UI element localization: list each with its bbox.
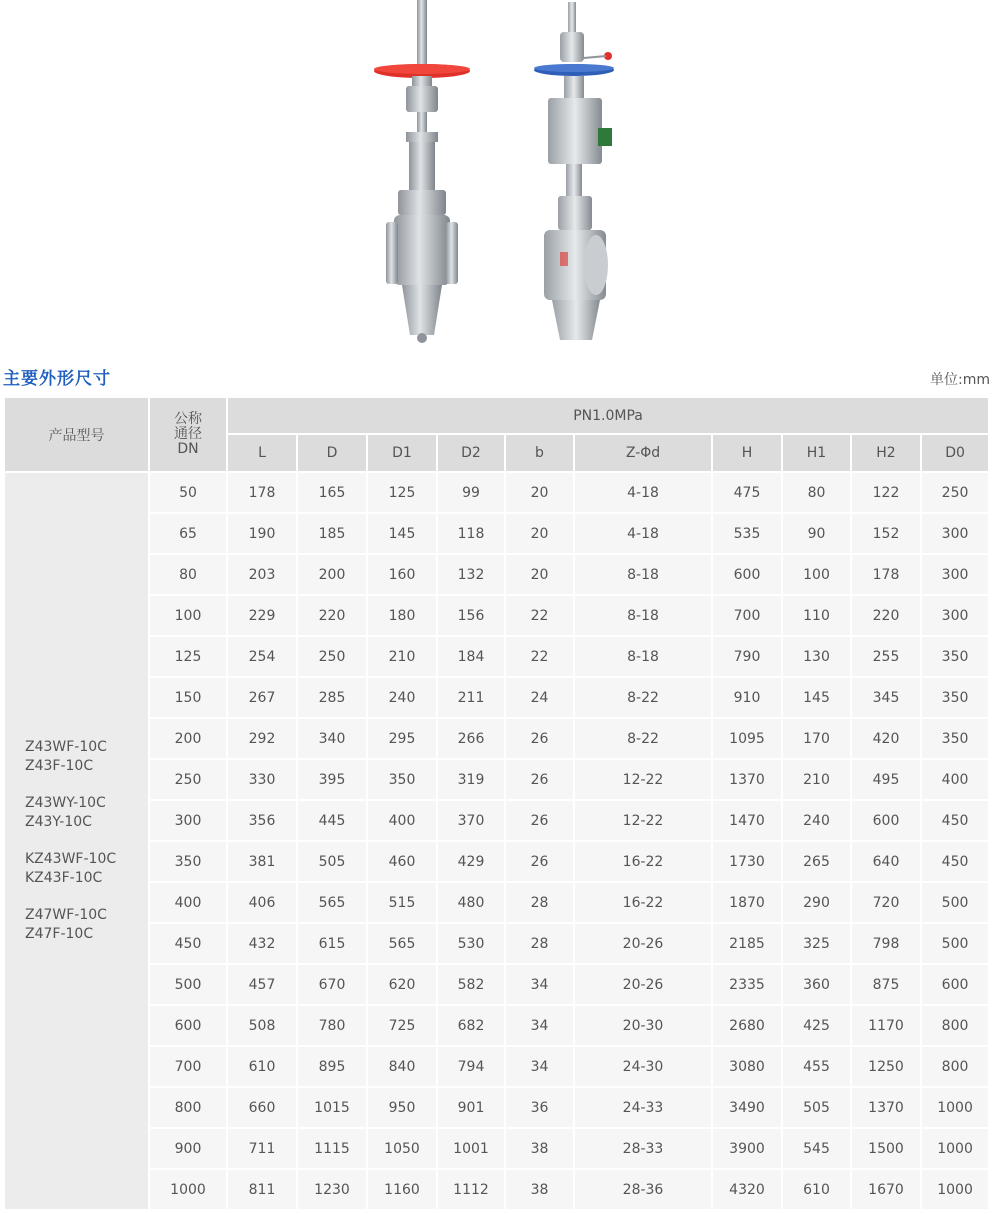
table-cell: 395 xyxy=(297,759,367,800)
table-cell: 8-22 xyxy=(574,677,712,718)
table-cell: 811 xyxy=(227,1169,297,1210)
table-cell: 1470 xyxy=(712,800,782,841)
table-cell: 145 xyxy=(367,513,437,554)
table-cell: 406 xyxy=(227,882,297,923)
table-cell: 20 xyxy=(505,513,574,554)
table-cell: 203 xyxy=(227,554,297,595)
table-cell: 495 xyxy=(851,759,921,800)
table-cell: 895 xyxy=(297,1046,367,1087)
table-row xyxy=(4,882,989,923)
table-cell: 4320 xyxy=(712,1169,782,1210)
table-cell: 400 xyxy=(367,800,437,841)
table-row xyxy=(4,636,989,677)
table-cell: 125 xyxy=(367,472,437,513)
table-cell: 220 xyxy=(851,595,921,636)
column-header: H xyxy=(712,434,782,472)
table-cell: 508 xyxy=(227,1005,297,1046)
table-cell: 8-22 xyxy=(574,718,712,759)
table-row xyxy=(4,1046,989,1087)
table-cell: 910 xyxy=(712,677,782,718)
dn-cell: 450 xyxy=(149,923,227,964)
table-cell: 185 xyxy=(297,513,367,554)
table-cell: 16-22 xyxy=(574,882,712,923)
table-cell: 38 xyxy=(505,1169,574,1210)
table-cell: 505 xyxy=(297,841,367,882)
table-cell: 350 xyxy=(921,636,989,677)
model-group xyxy=(25,906,148,944)
table-cell: 8-18 xyxy=(574,636,712,677)
table-cell: 200 xyxy=(297,554,367,595)
table-cell: 145 xyxy=(782,677,851,718)
table-cell: 505 xyxy=(782,1087,851,1128)
table-cell: 582 xyxy=(437,964,505,1005)
table-cell: 229 xyxy=(227,595,297,636)
table-cell: 875 xyxy=(851,964,921,1005)
table-cell: 295 xyxy=(367,718,437,759)
dimension-table xyxy=(3,396,990,1211)
table-cell: 610 xyxy=(227,1046,297,1087)
table-cell: 80 xyxy=(782,472,851,513)
model-name: Z43WY-10C xyxy=(25,795,106,811)
table-cell: 450 xyxy=(921,800,989,841)
table-cell: 20 xyxy=(505,472,574,513)
table-cell: 1250 xyxy=(851,1046,921,1087)
table-cell: 20-26 xyxy=(574,923,712,964)
table-cell: 190 xyxy=(227,513,297,554)
table-cell: 950 xyxy=(367,1087,437,1128)
table-cell: 165 xyxy=(297,472,367,513)
model-name: Z43F-10C xyxy=(25,758,94,774)
table-cell: 28-33 xyxy=(574,1128,712,1169)
table-cell: 798 xyxy=(851,923,921,964)
table-cell: 790 xyxy=(712,636,782,677)
dn-cell: 125 xyxy=(149,636,227,677)
table-cell: 700 xyxy=(712,595,782,636)
table-cell: 1115 xyxy=(297,1128,367,1169)
table-cell: 300 xyxy=(921,554,989,595)
product-photos xyxy=(0,0,1000,350)
table-cell: 600 xyxy=(712,554,782,595)
table-cell: 210 xyxy=(367,636,437,677)
table-cell: 285 xyxy=(297,677,367,718)
table-cell: 1870 xyxy=(712,882,782,923)
table-row xyxy=(4,964,989,1005)
dn-cell: 1000 xyxy=(149,1169,227,1210)
table-row xyxy=(4,513,989,554)
unit-label: 单位:mm xyxy=(930,372,990,388)
column-header: H1 xyxy=(782,434,851,472)
table-cell: 450 xyxy=(921,841,989,882)
table-cell: 480 xyxy=(437,882,505,923)
table-cell: 211 xyxy=(437,677,505,718)
column-header: L xyxy=(227,434,297,472)
table-cell: 840 xyxy=(367,1046,437,1087)
table-cell: 800 xyxy=(921,1005,989,1046)
table-row xyxy=(4,759,989,800)
table-cell: 180 xyxy=(367,595,437,636)
table-cell: 780 xyxy=(297,1005,367,1046)
table-cell: 122 xyxy=(851,472,921,513)
table-cell: 1095 xyxy=(712,718,782,759)
table-cell: 330 xyxy=(227,759,297,800)
table-cell: 475 xyxy=(712,472,782,513)
table-cell: 26 xyxy=(505,718,574,759)
table-cell: 1370 xyxy=(712,759,782,800)
table-cell: 360 xyxy=(782,964,851,1005)
table-cell: 350 xyxy=(921,718,989,759)
table-cell: 725 xyxy=(367,1005,437,1046)
table-cell: 184 xyxy=(437,636,505,677)
table-cell: 457 xyxy=(227,964,297,1005)
model-header: 产品型号 xyxy=(4,397,149,472)
table-row xyxy=(4,1005,989,1046)
dn-cell: 900 xyxy=(149,1128,227,1169)
table-cell: 28 xyxy=(505,923,574,964)
table-cell: 350 xyxy=(367,759,437,800)
table-cell: 2680 xyxy=(712,1005,782,1046)
table-cell: 20-30 xyxy=(574,1005,712,1046)
dn-cell: 150 xyxy=(149,677,227,718)
pressure-header: PN1.0MPa xyxy=(227,397,989,434)
table-cell: 267 xyxy=(227,677,297,718)
table-cell: 22 xyxy=(505,595,574,636)
table-cell: 720 xyxy=(851,882,921,923)
dn-cell: 100 xyxy=(149,595,227,636)
table-cell: 130 xyxy=(782,636,851,677)
table-cell: 20 xyxy=(505,554,574,595)
table-cell: 24-33 xyxy=(574,1087,712,1128)
table-cell: 1730 xyxy=(712,841,782,882)
dn-cell: 700 xyxy=(149,1046,227,1087)
table-cell: 640 xyxy=(851,841,921,882)
model-name: Z47F-10C xyxy=(25,926,94,942)
table-row xyxy=(4,1087,989,1128)
model-name: Z43Y-10C xyxy=(25,814,92,830)
table-cell: 170 xyxy=(782,718,851,759)
table-cell: 1050 xyxy=(367,1128,437,1169)
table-cell: 254 xyxy=(227,636,297,677)
table-cell: 1160 xyxy=(367,1169,437,1210)
dn-header-line2: 通径 xyxy=(174,426,202,442)
dn-cell: 80 xyxy=(149,554,227,595)
table-row xyxy=(4,1169,989,1210)
table-cell: 20-26 xyxy=(574,964,712,1005)
table-cell: 255 xyxy=(851,636,921,677)
table-cell: 100 xyxy=(782,554,851,595)
table-cell: 455 xyxy=(782,1046,851,1087)
table-cell: 356 xyxy=(227,800,297,841)
table-cell: 4-18 xyxy=(574,472,712,513)
table-row xyxy=(4,1128,989,1169)
model-group xyxy=(25,850,148,888)
table-cell: 8-18 xyxy=(574,595,712,636)
table-cell: 432 xyxy=(227,923,297,964)
dn-cell: 500 xyxy=(149,964,227,1005)
model-name: Z47WF-10C xyxy=(25,907,107,923)
table-cell: 24-30 xyxy=(574,1046,712,1087)
table-row xyxy=(4,923,989,964)
table-cell: 220 xyxy=(297,595,367,636)
dn-cell: 400 xyxy=(149,882,227,923)
table-cell: 565 xyxy=(367,923,437,964)
table-row xyxy=(4,718,989,759)
table-cell: 381 xyxy=(227,841,297,882)
table-cell: 250 xyxy=(921,472,989,513)
model-group xyxy=(25,738,148,776)
dn-header-line3: DN xyxy=(177,441,199,457)
dn-cell: 50 xyxy=(149,472,227,513)
table-cell: 682 xyxy=(437,1005,505,1046)
table-cell: 620 xyxy=(367,964,437,1005)
table-cell: 240 xyxy=(367,677,437,718)
table-cell: 99 xyxy=(437,472,505,513)
table-cell: 210 xyxy=(782,759,851,800)
table-cell: 8-18 xyxy=(574,554,712,595)
table-cell: 4-18 xyxy=(574,513,712,554)
table-cell: 34 xyxy=(505,964,574,1005)
table-cell: 1112 xyxy=(437,1169,505,1210)
table-cell: 28 xyxy=(505,882,574,923)
table-cell: 670 xyxy=(297,964,367,1005)
table-cell: 36 xyxy=(505,1087,574,1128)
table-cell: 132 xyxy=(437,554,505,595)
table-row xyxy=(4,472,989,513)
table-cell: 600 xyxy=(851,800,921,841)
pneumatic-gate-valve-icon xyxy=(530,0,630,345)
table-cell: 1370 xyxy=(851,1087,921,1128)
table-cell: 325 xyxy=(782,923,851,964)
table-cell: 266 xyxy=(437,718,505,759)
model-group xyxy=(25,794,148,832)
table-cell: 800 xyxy=(921,1046,989,1087)
table-cell: 615 xyxy=(297,923,367,964)
dn-header xyxy=(149,397,227,472)
table-cell: 152 xyxy=(851,513,921,554)
table-cell: 3080 xyxy=(712,1046,782,1087)
table-row xyxy=(4,677,989,718)
table-cell: 515 xyxy=(367,882,437,923)
table-cell: 265 xyxy=(782,841,851,882)
column-header: D xyxy=(297,434,367,472)
table-cell: 26 xyxy=(505,841,574,882)
table-cell: 156 xyxy=(437,595,505,636)
dn-cell: 300 xyxy=(149,800,227,841)
dn-cell: 200 xyxy=(149,718,227,759)
column-header: D1 xyxy=(367,434,437,472)
table-cell: 1000 xyxy=(921,1087,989,1128)
dn-header-line1: 公称 xyxy=(174,411,202,427)
table-cell: 118 xyxy=(437,513,505,554)
table-cell: 600 xyxy=(921,964,989,1005)
table-cell: 1500 xyxy=(851,1128,921,1169)
table-cell: 1670 xyxy=(851,1169,921,1210)
table-cell: 300 xyxy=(921,513,989,554)
table-cell: 38 xyxy=(505,1128,574,1169)
table-row xyxy=(4,800,989,841)
manual-gate-valve-icon xyxy=(368,0,478,345)
table-row xyxy=(4,595,989,636)
table-cell: 370 xyxy=(437,800,505,841)
column-header: Z-Φd xyxy=(574,434,712,472)
table-cell: 530 xyxy=(437,923,505,964)
table-cell: 1230 xyxy=(297,1169,367,1210)
section-title: 主要外形尺寸 xyxy=(3,369,111,389)
table-cell: 429 xyxy=(437,841,505,882)
column-header: b xyxy=(505,434,574,472)
table-cell: 178 xyxy=(227,472,297,513)
table-cell: 420 xyxy=(851,718,921,759)
table-cell: 610 xyxy=(782,1169,851,1210)
table-cell: 240 xyxy=(782,800,851,841)
table-cell: 1000 xyxy=(921,1169,989,1210)
table-cell: 28-36 xyxy=(574,1169,712,1210)
table-cell: 1000 xyxy=(921,1128,989,1169)
table-cell: 16-22 xyxy=(574,841,712,882)
table-cell: 565 xyxy=(297,882,367,923)
column-header: D0 xyxy=(921,434,989,472)
table-cell: 90 xyxy=(782,513,851,554)
table-cell: 2185 xyxy=(712,923,782,964)
model-name: KZ43WF-10C xyxy=(25,851,117,867)
table-cell: 3490 xyxy=(712,1087,782,1128)
model-name: KZ43F-10C xyxy=(25,870,103,886)
table-cell: 425 xyxy=(782,1005,851,1046)
table-cell: 500 xyxy=(921,882,989,923)
table-cell: 300 xyxy=(921,595,989,636)
table-cell: 110 xyxy=(782,595,851,636)
dn-cell: 600 xyxy=(149,1005,227,1046)
table-cell: 660 xyxy=(227,1087,297,1128)
table-cell: 12-22 xyxy=(574,800,712,841)
table-cell: 711 xyxy=(227,1128,297,1169)
table-cell: 160 xyxy=(367,554,437,595)
table-cell: 340 xyxy=(297,718,367,759)
table-cell: 460 xyxy=(367,841,437,882)
table-cell: 445 xyxy=(297,800,367,841)
table-cell: 319 xyxy=(437,759,505,800)
table-cell: 26 xyxy=(505,800,574,841)
table-cell: 250 xyxy=(297,636,367,677)
table-cell: 1170 xyxy=(851,1005,921,1046)
table-body xyxy=(4,472,989,1210)
table-cell: 794 xyxy=(437,1046,505,1087)
table-cell: 1015 xyxy=(297,1087,367,1128)
dn-cell: 250 xyxy=(149,759,227,800)
table-row xyxy=(4,554,989,595)
dn-cell: 65 xyxy=(149,513,227,554)
table-cell: 292 xyxy=(227,718,297,759)
model-list xyxy=(4,472,149,1210)
table-cell: 545 xyxy=(782,1128,851,1169)
table-cell: 400 xyxy=(921,759,989,800)
table-cell: 535 xyxy=(712,513,782,554)
table-cell: 901 xyxy=(437,1087,505,1128)
table-cell: 290 xyxy=(782,882,851,923)
dn-cell: 800 xyxy=(149,1087,227,1128)
column-header: H2 xyxy=(851,434,921,472)
table-cell: 1001 xyxy=(437,1128,505,1169)
model-name: Z43WF-10C xyxy=(25,739,107,755)
table-cell: 3900 xyxy=(712,1128,782,1169)
table-cell: 178 xyxy=(851,554,921,595)
table-cell: 2335 xyxy=(712,964,782,1005)
table-cell: 12-22 xyxy=(574,759,712,800)
table-cell: 34 xyxy=(505,1046,574,1087)
column-header: D2 xyxy=(437,434,505,472)
table-cell: 345 xyxy=(851,677,921,718)
table-row xyxy=(4,841,989,882)
table-cell: 350 xyxy=(921,677,989,718)
table-cell: 34 xyxy=(505,1005,574,1046)
table-cell: 26 xyxy=(505,759,574,800)
table-cell: 500 xyxy=(921,923,989,964)
table-cell: 24 xyxy=(505,677,574,718)
dn-cell: 350 xyxy=(149,841,227,882)
table-cell: 22 xyxy=(505,636,574,677)
